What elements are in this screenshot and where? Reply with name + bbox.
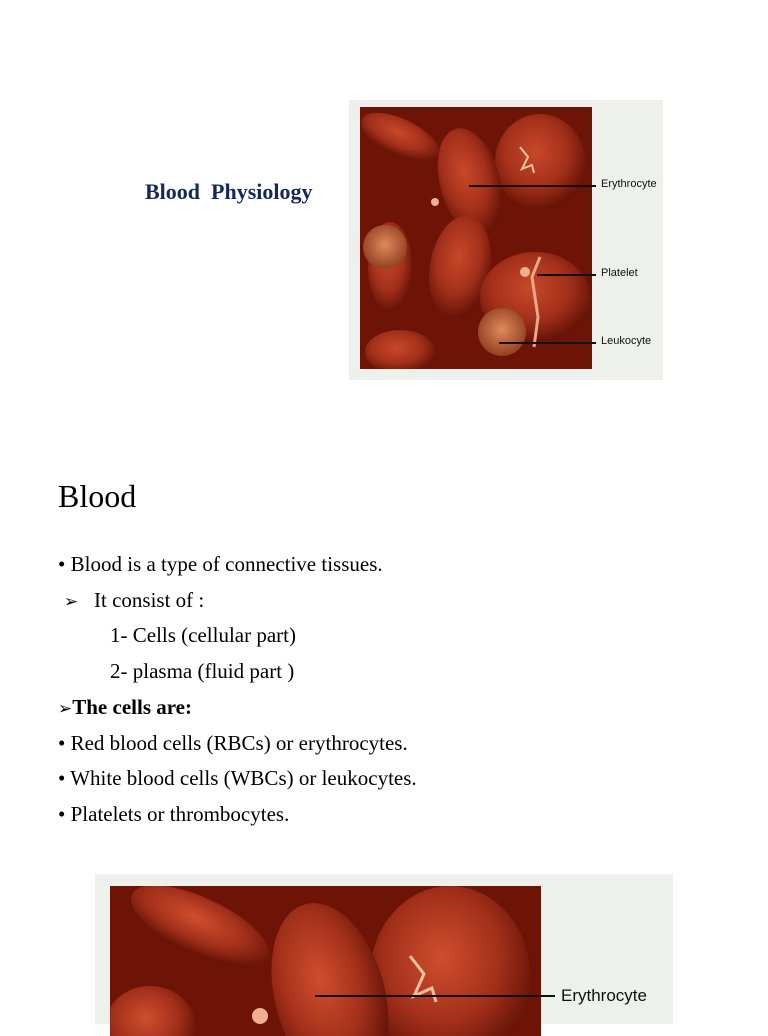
cell-type-text: Red blood cells (RBCs) or erythrocytes. bbox=[70, 731, 408, 755]
intro-text: Blood is a type of connective tissues. bbox=[70, 552, 383, 576]
erythrocyte-label: Erythrocyte bbox=[601, 178, 657, 190]
micrograph-illustration bbox=[360, 107, 592, 369]
section-heading: Blood bbox=[58, 478, 137, 514]
blood-cells-micrograph bbox=[360, 107, 592, 369]
blood-cells-micrograph-figure bbox=[349, 100, 663, 380]
cell-type-item bbox=[58, 804, 289, 825]
micrograph-illustration-large bbox=[110, 886, 541, 1036]
bullet-icon: • bbox=[58, 731, 66, 755]
blood-cells-micrograph-figure-large bbox=[95, 874, 673, 1024]
erythrocyte-label: Erythrocyte bbox=[561, 986, 647, 1005]
cell-type-item bbox=[58, 733, 408, 754]
bullet-icon: • bbox=[58, 766, 66, 790]
platelet-pointer-line bbox=[537, 274, 596, 276]
bullet-icon: • bbox=[58, 802, 66, 826]
page-title: Blood Physiology bbox=[145, 179, 313, 204]
consist-text: It consist of : bbox=[94, 588, 205, 612]
part-item: 1- Cells (cellular part) bbox=[110, 623, 297, 647]
leukocyte-label: Leukocyte bbox=[601, 335, 652, 347]
arrow-bullet-icon: ➢ bbox=[58, 699, 73, 719]
cells-heading-line bbox=[58, 697, 192, 718]
cell-type-item bbox=[58, 768, 417, 789]
cell-type-text: White blood cells (WBCs) or leukocytes. bbox=[70, 766, 417, 790]
platelet-label: Platelet bbox=[601, 267, 638, 279]
bullet-icon: • bbox=[58, 552, 66, 576]
part-item: 2- plasma (fluid part ) bbox=[110, 659, 295, 683]
erythrocyte-pointer-line bbox=[469, 185, 596, 187]
cell-type-text: Platelets or thrombocytes. bbox=[70, 802, 290, 826]
erythrocyte-pointer-line bbox=[315, 995, 555, 997]
leukocyte-pointer-line bbox=[499, 342, 596, 344]
blood-cells-micrograph-large bbox=[110, 886, 541, 1036]
consist-line bbox=[64, 590, 204, 611]
cells-heading: The cells are: bbox=[72, 695, 192, 719]
arrow-bullet-icon: ➢ bbox=[64, 592, 79, 612]
intro-bullet bbox=[58, 554, 383, 575]
